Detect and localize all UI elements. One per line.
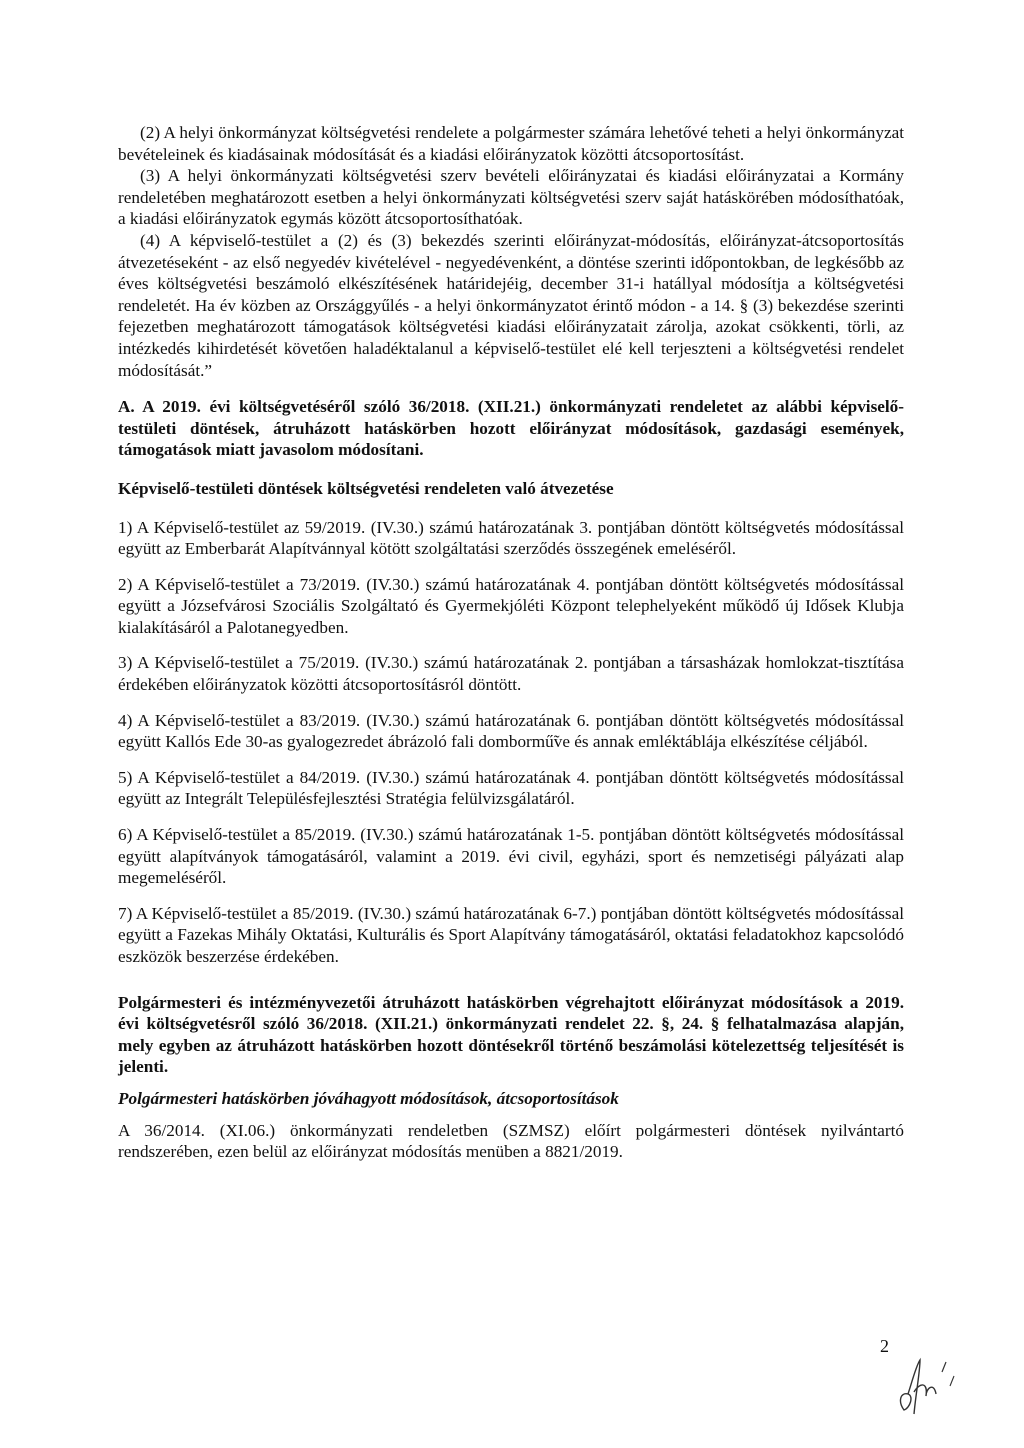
decision-item: 3) A Képviselő-testület a 75/2019. (IV.30.) számú határozatának 2. pontjában a társasházak homlokzat-tisztítása érdekében előirányzatok közötti átcsoportosításról döntött.: [118, 653, 904, 695]
decision-item: 5) A Képviselő-testület a 84/2019. (IV.30.) számú határozatának 4. pontjában döntött költségvetés módosítással együtt az Integrált Településfejlesztési Stratégia felülvizsgálatáról.: [118, 767, 904, 809]
paragraph-3: (3) A helyi önkormányzati költségvetési szerv bevételi előirányzatai és kiadási előirányzatai a Kormány rendeletében meghatározott esetben a helyi önkormányzati költségvetési szerv saját hatáskörében módosíthatóak, a kiadási előirányzatok egymás között átcsoportosíthatóak.: [118, 166, 904, 229]
mayor-section-title: Polgármesteri és intézményvezetői átruházott hatáskörben végrehajtott előirányzat módosítások a 2019. évi költségvetésről szóló 36/2018. (XII.21.) önkormányzati rendelet 22. §, 24. § felhatalmazása alapján, mely egyben az átruházott hatáskörben hozott döntésekről történő beszámolási kötelezettség teljesítését is jelenti.: [118, 992, 904, 1077]
decision-item: 7) A Képviselő-testület a 85/2019. (IV.30.) számú határozatának 6-7.) pontjában döntött költségvetés módosítással együtt a Fazekas Mihály Oktatási, Kulturális és Sport Alapítvány támogatásáról, oktatási feladatokhoz kapcsolódó eszközök beszerzése érdekében.: [118, 903, 904, 966]
paragraph-4: (4) A képviselő-testület a (2) és (3) bekezdés szerinti előirányzat-módosítás, előirányzat-átcsoportosítás átvezetéseként - az első negyedév kivételével - negyedévenként, a döntése szerinti időpontokban, de legkésőbb az éves költségvetési beszámoló elkészítésének határidejéig, december 31-i hatállyal módosítja a költségvetési rendeletét. Ha év közben az Országgyűlés - a helyi önkormányzatot érintő módon - a 14. § (3) bekezdése szerinti fejezetben meghatározott támogatások költségvetési kiadási előirányzatait zárolja, azokat csökkenti, törli, az intézkedés kihirdetését követően haladéktalanul a képviselő-testület elé kell terjeszteni a költségvetési rendelet módosítását.”: [118, 230, 904, 380]
decisions-section-title: Képviselő-testületi döntések költségvetési rendeleten való átvezetése: [118, 478, 614, 498]
decision-item: 1) A Képviselő-testület az 59/2019. (IV.30.) számú határozatának 3. pontjában döntött költségvetés módosítással együtt az Emberbarát Alapítvánnyal kötött szolgáltatási szerződés összegének emeléséről.: [118, 517, 904, 559]
document-body: [118, 122, 904, 1163]
page-number: 2: [880, 1336, 889, 1356]
section-a-heading: A. A 2019. évi költségvetéséről szóló 36/2018. (XII.21.) önkormányzati rendeletet az alábbi képviselő-testületi döntések, átruházott hatáskörben hozott előirányzat módosítások, gazdasági események, támogatások miatt javasolom módosítani.: [118, 397, 904, 460]
decision-item: 2) A Képviselő-testület a 73/2019. (IV.30.) számú határozatának 4. pontjában döntött költségvetés módosítással együtt a Józsefvárosi Szociális Szolgáltató és Gyermekjóléti Központ telephelyeként működő új Idősek Klubja kialakításáról a Palotanegyedben.: [118, 574, 904, 637]
decision-item: 6) A Képviselő-testület a 85/2019. (IV.30.) számú határozatának 1-5. pontjában döntött költségvetés módosítással együtt alapítványok támogatásáról, valamint a 2019. évi civil, egyházi, sport és nemzetiségi pályázati alap megemeléséről.: [118, 825, 904, 888]
decision-item: 4) A Képviselő-testület a 83/2019. (IV.30.) számú határozatának 6. pontjában döntött költségvetés módosítással együtt Kallós Ede 30-as gyalogezredet ábrázoló fali dombormű̃ve és annak emléktáblája elkészítése céljából.: [118, 710, 904, 752]
mayor-section-subtitle: Polgármesteri hatáskörben jóváhagyott módosítások, átcsoportosítások: [118, 1088, 619, 1108]
handwritten-signature: [890, 1352, 960, 1422]
mayor-section-text: A 36/2014. (XI.06.) önkormányzati rendeletben (SZMSZ) előírt polgármesteri döntések nyilvántartó rendszerében, ezen belül az előirányzat módosítás menüben a 8821/2019.: [118, 1120, 904, 1162]
paragraph-2: (2) A helyi önkormányzat költségvetési rendelete a polgármester számára lehetővé teheti a helyi önkormányzat bevételeinek és kiadásainak módosítását és a kiadási előirányzatok közötti átcsoportosítást.: [118, 123, 904, 164]
